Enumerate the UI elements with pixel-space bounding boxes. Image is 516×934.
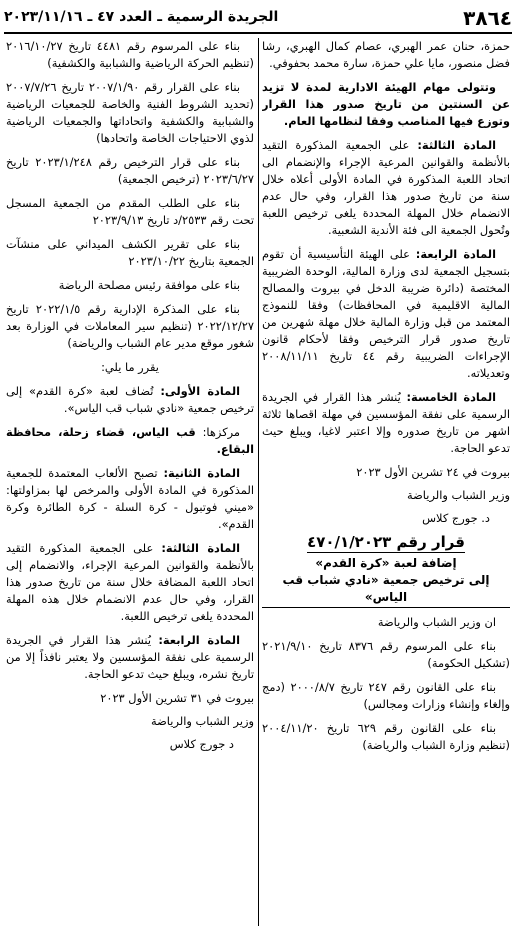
recital: بناء على القانون رقم ٢٤٧ تاريخ ٢٠٠٠/٨/٧ (دمج وإلغاء وإنشاء وزارات ومجالس)	[262, 680, 510, 711]
right-column	[262, 38, 510, 928]
article-3	[6, 540, 254, 625]
article-label: المادة الثالثة:	[417, 138, 496, 152]
article-4	[6, 632, 254, 683]
recital: بناء على الطلب المقدم من الجمعية المسجل تحت رقم ٢٥٣٣/د تاريخ ٢٠٢٣/٩/١٣	[6, 196, 254, 227]
article-text: على الجمعية المذكورة التقيد بالأنظمة والقوانين المرعية الإجراء والإنضمام الى اتحاد اللعبة المذكورة في المادة الأولى أعلاه خلال سنة من تاريخ صدور هذا القرار، وفي حال عدم الانضمام خلال المهلة المحددة يلغى ترخيص اللعبة وتُحول الجمعية الى فئة الأندية الشعبية.	[262, 138, 510, 237]
minister-intro: ان وزير الشباب والرياضة	[377, 615, 496, 629]
headquarters-label: مركزها:	[202, 425, 241, 439]
article-4	[262, 246, 510, 382]
recital: بناء على تقرير الكشف الميداني على منشآت الجمعية بتاريخ ٢٠٢٣/١٠/٢٢	[6, 237, 254, 268]
recital: بناء على القرار رقم ٢٠٠٧/١/٩٠ تاريخ ٢٠٠٧/٧/٢٦ (تحديد الشروط الفنية والخاصة للجمعيات الرياضية والشبابية والكشفية واتحاداتها والجمعيات الرياضية لذوي الاحتياجات الخاصة واتحادها)	[6, 80, 254, 145]
decision-subtitle-2: إلى ترخيص جمعية «نادي شباب قب الياس»	[262, 572, 510, 608]
article-1	[6, 383, 254, 417]
minister-name: د جورج كلاس	[169, 737, 234, 751]
article-label: المادة الثانية:	[163, 466, 240, 480]
article-label: المادة الرابعة:	[158, 633, 240, 647]
recital: بناء على المرسوم رقم ٤٤٨١ تاريخ ٢٠١٦/١٠/٢٧ (تنظيم الحركة الرياضية والشبابية والكشفية)	[6, 39, 254, 70]
decides-heading: يقرر ما يلي:	[101, 360, 159, 374]
signing-date: بيروت في ٢٤ تشرين الأول ٢٠٢٣	[356, 465, 510, 479]
article-5	[262, 389, 510, 457]
article-label: المادة الثالثة:	[161, 541, 240, 555]
decision-subtitle: إضافة لعبة «كرة القدم»	[315, 556, 457, 570]
header-rule	[4, 32, 512, 34]
article-label: المادة الأولى:	[160, 384, 241, 398]
article-label: المادة الخامسة:	[406, 390, 497, 404]
column-divider	[258, 38, 259, 926]
left-column	[6, 38, 254, 928]
article-text: يُنشر هذا القرار في الجريدة الرسمية على نفقة المؤسسين ولا يعتبر نافذاً إلا من تاريخ نشره، ويبلغ حيث تدعو الحاجة.	[6, 633, 254, 681]
signing-date: بيروت في ٣١ تشرين الأول ٢٠٢٣	[100, 691, 254, 705]
article-text: على الهيئة التأسيسية أن تقوم بتسجيل الجمعية لدى وزارة المالية، الوحدة الضريبية المختصة (دائرة ضريبة الدخل في بيروت والمصالح المالية الاقليمية في المحافظات) وفقا للنموذج المعتمد من قبل وزارة المالية خلال مهلة شهرين من تاريخ صدور قرار الترخيص وفقا لأحكام قانون الإجراءات الضريبية رقم ٤٤ تاريخ ٢٠٠٨/١١/١١ وتعديلاته.	[262, 247, 510, 380]
member-names: حمزة، حنان عمر الهبري، عصام كمال الهبري، رشا فضل منصور، مايا علي حمزة، سارة محمد بحفوفي.	[262, 39, 510, 70]
minister-name: د. جورج كلاس	[422, 511, 490, 525]
recital: بناء على المذكرة الإدارية رقم ٢٠٢٢/١/٥ تاريخ ٢٠٢٢/١٢/٢٧ (تنظيم سير المعاملات في الوزارة بعد شغور موقع مدير عام الشباب والرياضة)	[6, 302, 254, 350]
minister-title: وزير الشباب والرياضة	[407, 488, 510, 502]
headquarters-text: قب الياس، قضاء زحلة، محافظة البقاع.	[6, 425, 254, 456]
recital: بناء على موافقة رئيس مصلحة الرياضة	[58, 278, 240, 292]
article-label: المادة الرابعة:	[415, 247, 496, 261]
article-2	[6, 465, 254, 533]
article-text: يُنشر هذا القرار في الجريدة الرسمية على نفقة المؤسسين في مهلة اقصاها ثلاثة اشهر من تاريخ صدوره وإلا اعتبر لاغيا، ويبلغ حيث تدعو الحاجة.	[262, 390, 510, 455]
recital: بناء على قرار الترخيص رقم ٢٠٢٣/١/٢٤٨ تاريخ ٢٠٢٣/٦/٢٧ (ترخيص الجمعية)	[6, 155, 254, 186]
article-3	[262, 137, 510, 239]
gazette-title: الجريدة الرسمية ـ العدد ٤٧ ـ ٢٠٢٣/١١/١٦	[4, 9, 279, 25]
recital: بناء على القانون رقم ٦٢٩ تاريخ ٢٠٠٤/١١/٢٠ (تنظيم وزارة الشباب والرياضة)	[262, 721, 510, 752]
decision-title: قرار رقم ٤٧٠/١/٢٠٢٣	[307, 533, 465, 551]
article-text: على الجمعية المذكورة التقيد بالأنظمة والقوانين المرعية الإجراء، والانضمام إلى اتحاد اللعبة المضافة خلال سنة من تاريخ صدور هذا القرار، وفي حال عدم الانضمام خلال هذه المهلة المحددة يلغى ترخيص اللعبة.	[6, 541, 254, 623]
recital: بناء على المرسوم رقم ٨٣٧٦ تاريخ ٢٠٢١/٩/١٠ (تشكيل الحكومة)	[262, 639, 510, 670]
page-number: ٣٨٦٤	[463, 6, 512, 30]
headquarters	[6, 424, 254, 458]
article-text: تُضاف لعبة «كرة القدم» إلى ترخيص جمعية «نادي شباب قب الياس».	[6, 384, 254, 415]
board-term-paragraph: وتتولى مهام الهيئة الادارية لمدة لا تزيد عن السنتين من تاريخ صدور هذا القرار وتوزع فيها المناصب وفقا لنظامها العام.	[262, 80, 510, 128]
page-header	[4, 6, 512, 32]
article-text: تصبح الألعاب المعتمدة للجمعية المذكورة في المادة الأولى والمرخص لها بمزاولتها: «ميني فوتبول - كرة السلة - كرة الطائرة وكرة القدم».	[6, 466, 254, 531]
minister-title: وزير الشباب والرياضة	[151, 714, 254, 728]
